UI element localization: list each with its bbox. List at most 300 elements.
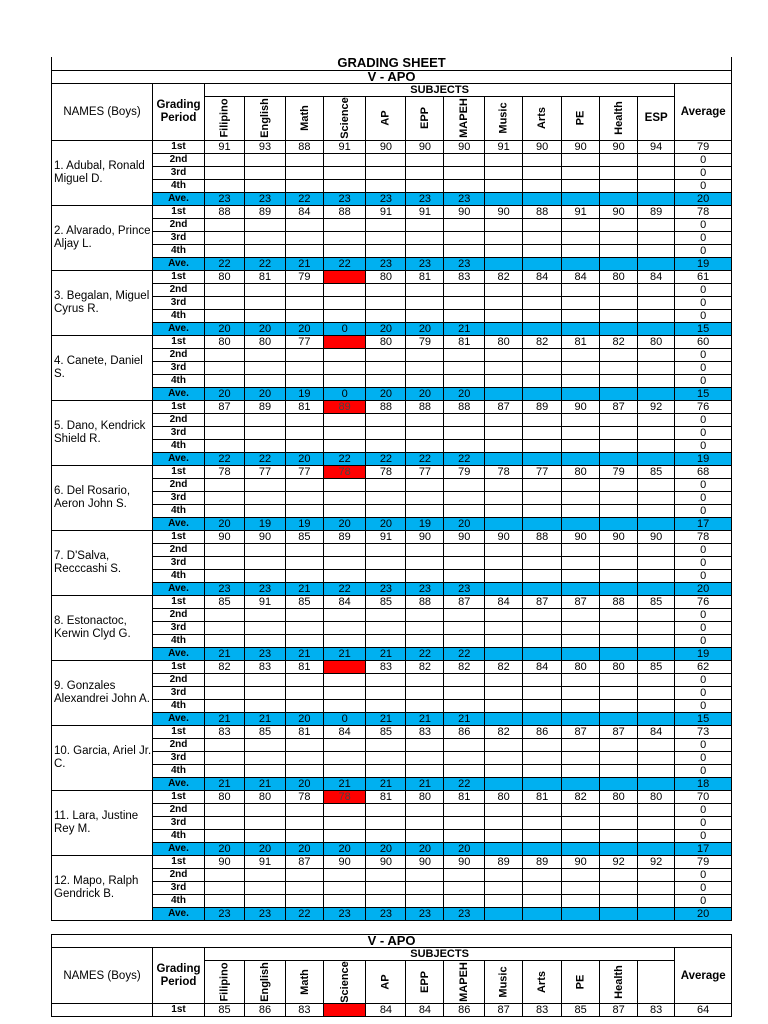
grade-cell: 78 xyxy=(323,790,366,803)
grade-cell xyxy=(485,179,523,192)
grade-cell: 80 xyxy=(205,790,245,803)
grade-cell: 86 xyxy=(444,1004,485,1017)
grading-period-label: Ave. xyxy=(153,452,205,465)
grade-cell xyxy=(485,907,523,920)
subject-header-label: Music xyxy=(497,102,510,134)
grade-cell xyxy=(562,777,600,790)
grade-cell xyxy=(245,556,286,569)
period-row xyxy=(52,881,732,894)
grade-cell xyxy=(485,192,523,205)
grade-cell xyxy=(285,894,323,907)
grade-cell: 84 xyxy=(366,1004,406,1017)
grade-cell: 84 xyxy=(285,205,323,218)
grade-cell: 80 xyxy=(600,660,638,673)
average-cell: 70 xyxy=(675,790,732,803)
period-row xyxy=(52,478,732,491)
grade-cell xyxy=(485,361,523,374)
grade-cell xyxy=(485,296,523,309)
grade-cell: 89 xyxy=(323,530,366,543)
average-cell: 0 xyxy=(675,556,732,569)
grade-cell xyxy=(323,751,366,764)
grade-cell xyxy=(323,244,366,257)
grade-cell: 89 xyxy=(485,855,523,868)
grade-cell xyxy=(562,634,600,647)
grade-cell: 86 xyxy=(245,1004,286,1017)
names-header: NAMES (Boys) xyxy=(52,83,153,140)
grade-cell: 82 xyxy=(406,660,444,673)
grade-cell xyxy=(444,374,485,387)
grade-cell xyxy=(600,803,638,816)
grade-cell xyxy=(205,296,245,309)
period-row xyxy=(52,179,732,192)
grade-cell xyxy=(638,751,675,764)
grading-period-label: Ave. xyxy=(153,322,205,335)
grade-cell xyxy=(638,231,675,244)
grade-cell: 88 xyxy=(366,400,406,413)
grading-period-label: 1st xyxy=(153,660,205,673)
grade-cell xyxy=(523,153,562,166)
grade-cell xyxy=(366,361,406,374)
grade-cell: 23 xyxy=(205,907,245,920)
grading-period-label: 1st xyxy=(153,725,205,738)
grade-cell xyxy=(366,283,406,296)
student-name: 7. D'Salva, Recccashi S. xyxy=(52,530,153,595)
grade-cell xyxy=(638,582,675,595)
grade-cell xyxy=(562,218,600,231)
grade-cell xyxy=(205,166,245,179)
grade-cell xyxy=(285,608,323,621)
grade-cell: 85 xyxy=(638,660,675,673)
average-cell: 0 xyxy=(675,699,732,712)
student-name: 3. Begalan, Miguel Cyrus R. xyxy=(52,270,153,335)
grading-period-label: 3rd xyxy=(153,491,205,504)
period-row xyxy=(52,530,732,543)
grade-cell xyxy=(562,504,600,517)
grade-cell xyxy=(562,881,600,894)
grade-cell: 89 xyxy=(638,205,675,218)
grade-cell xyxy=(245,231,286,244)
grade-cell xyxy=(485,699,523,712)
grade-cell: 90 xyxy=(485,205,523,218)
grade-cell xyxy=(366,413,406,426)
grade-cell xyxy=(285,374,323,387)
grade-cell xyxy=(600,426,638,439)
grade-cell: 77 xyxy=(523,465,562,478)
period-row xyxy=(52,790,732,803)
period-row xyxy=(52,699,732,712)
subject-header xyxy=(366,961,406,1004)
grade-cell xyxy=(600,374,638,387)
grade-cell: 87 xyxy=(485,400,523,413)
grade-cell xyxy=(638,478,675,491)
grade-cell xyxy=(600,439,638,452)
grade-cell xyxy=(366,894,406,907)
period-row xyxy=(52,634,732,647)
grade-cell: 90 xyxy=(638,530,675,543)
period-row xyxy=(52,491,732,504)
grade-cell: 21 xyxy=(444,322,485,335)
grade-cell xyxy=(600,881,638,894)
average-cell: 0 xyxy=(675,166,732,179)
grade-cell: 88 xyxy=(323,205,366,218)
grade-cell xyxy=(523,842,562,855)
grade-cell xyxy=(638,608,675,621)
grade-cell: 20 xyxy=(366,387,406,400)
period-row xyxy=(52,504,732,517)
grade-cell: 23 xyxy=(444,192,485,205)
average-row xyxy=(52,907,732,920)
grade-cell: 22 xyxy=(245,257,286,270)
average-row xyxy=(52,192,732,205)
grade-cell xyxy=(444,751,485,764)
grade-cell xyxy=(285,218,323,231)
grade-cell: 85 xyxy=(638,595,675,608)
grading-period-label: 4th xyxy=(153,374,205,387)
grade-cell xyxy=(406,244,444,257)
grade-cell xyxy=(323,764,366,777)
period-row xyxy=(52,361,732,374)
grade-cell xyxy=(562,491,600,504)
period-row xyxy=(52,296,732,309)
grade-cell xyxy=(523,348,562,361)
grade-cell xyxy=(245,751,286,764)
grade-cell xyxy=(485,452,523,465)
average-cell: 0 xyxy=(675,829,732,842)
grade-cell xyxy=(523,907,562,920)
grade-cell xyxy=(245,153,286,166)
grade-cell xyxy=(485,569,523,582)
grade-cell xyxy=(366,179,406,192)
grade-cell: 21 xyxy=(366,777,406,790)
grade-cell xyxy=(406,179,444,192)
grade-cell xyxy=(523,309,562,322)
grade-cell xyxy=(523,218,562,231)
grade-cell: 81 xyxy=(444,335,485,348)
grade-cell xyxy=(485,842,523,855)
grade-cell xyxy=(444,413,485,426)
grade-cell: 85 xyxy=(366,725,406,738)
grade-cell xyxy=(562,829,600,842)
grade-cell xyxy=(485,426,523,439)
grade-cell xyxy=(600,322,638,335)
subject-header xyxy=(323,96,366,140)
grade-cell xyxy=(366,608,406,621)
grade-cell xyxy=(485,868,523,881)
grade-cell xyxy=(406,543,444,556)
subject-header xyxy=(485,96,523,140)
grade-cell xyxy=(562,569,600,582)
student-name: 11. Lara, Justine Rey M. xyxy=(52,790,153,855)
average-row xyxy=(52,777,732,790)
grade-cell xyxy=(245,166,286,179)
grade-cell: 88 xyxy=(523,205,562,218)
period-row xyxy=(52,270,732,283)
subject-header-label: Filipino xyxy=(218,962,231,1002)
grade-cell xyxy=(523,517,562,530)
grade-cell: 23 xyxy=(366,192,406,205)
grade-cell xyxy=(205,803,245,816)
grade-cell xyxy=(205,894,245,907)
grade-cell: 20 xyxy=(444,517,485,530)
grade-cell xyxy=(600,257,638,270)
grade-cell xyxy=(245,634,286,647)
grade-cell: 89 xyxy=(523,400,562,413)
grade-cell: 22 xyxy=(245,452,286,465)
grade-cell xyxy=(562,543,600,556)
grade-cell: 81 xyxy=(245,270,286,283)
grade-cell xyxy=(444,309,485,322)
grade-cell: 91 xyxy=(485,140,523,153)
grade-cell: 22 xyxy=(285,192,323,205)
grade-cell xyxy=(285,244,323,257)
grade-cell xyxy=(285,803,323,816)
grade-cell xyxy=(406,673,444,686)
sheet-title: GRADING SHEET xyxy=(52,57,732,70)
grade-cell xyxy=(366,868,406,881)
average-row xyxy=(52,712,732,725)
grade-cell xyxy=(562,192,600,205)
grade-cell: 20 xyxy=(323,517,366,530)
grade-cell xyxy=(444,478,485,491)
grade-cell xyxy=(245,374,286,387)
grade-cell: 90 xyxy=(444,140,485,153)
grade-cell xyxy=(245,543,286,556)
grade-cell xyxy=(600,413,638,426)
grade-cell: 79 xyxy=(444,465,485,478)
subject-header xyxy=(638,961,675,1004)
grade-cell xyxy=(638,413,675,426)
grade-cell: 21 xyxy=(323,777,366,790)
grade-cell: 83 xyxy=(444,270,485,283)
grade-cell xyxy=(562,517,600,530)
grade-cell xyxy=(523,829,562,842)
grade-cell xyxy=(366,153,406,166)
grade-cell xyxy=(205,179,245,192)
grade-cell xyxy=(444,738,485,751)
grade-cell: 21 xyxy=(205,712,245,725)
grade-cell: 23 xyxy=(245,647,286,660)
grade-cell xyxy=(323,673,366,686)
grade-cell xyxy=(406,218,444,231)
grade-cell xyxy=(523,283,562,296)
grade-cell: 23 xyxy=(245,192,286,205)
grade-cell: 92 xyxy=(600,855,638,868)
grade-cell xyxy=(323,738,366,751)
period-row xyxy=(52,205,732,218)
grade-cell xyxy=(285,309,323,322)
grade-cell: 78 xyxy=(366,465,406,478)
grade-cell xyxy=(323,491,366,504)
grade-cell: 20 xyxy=(444,387,485,400)
period-row xyxy=(52,140,732,153)
subject-header-label: Math xyxy=(298,969,311,995)
grading-period-label: 2nd xyxy=(153,348,205,361)
grading-period-label: 3rd xyxy=(153,166,205,179)
grade-cell: 90 xyxy=(406,140,444,153)
grade-cell xyxy=(638,907,675,920)
grade-cell xyxy=(406,361,444,374)
grade-cell: 88 xyxy=(406,400,444,413)
grading-period-label: 3rd xyxy=(153,881,205,894)
grading-period-label: Ave. xyxy=(153,387,205,400)
grade-cell: 94 xyxy=(638,140,675,153)
period-row xyxy=(52,738,732,751)
grade-cell xyxy=(285,283,323,296)
grade-cell: 23 xyxy=(406,257,444,270)
grade-cell xyxy=(285,881,323,894)
grade-cell: 21 xyxy=(205,647,245,660)
period-row xyxy=(52,543,732,556)
grade-cell xyxy=(485,608,523,621)
grade-cell xyxy=(444,816,485,829)
average-cell: 73 xyxy=(675,725,732,738)
subject-header-label: EPP xyxy=(418,106,431,130)
average-cell: 15 xyxy=(675,712,732,725)
grade-cell xyxy=(245,699,286,712)
grade-cell: 23 xyxy=(444,257,485,270)
grade-cell xyxy=(323,543,366,556)
grade-cell: 20 xyxy=(366,322,406,335)
grade-cell: 90 xyxy=(600,205,638,218)
grade-cell xyxy=(523,699,562,712)
grade-cell xyxy=(600,868,638,881)
period-row xyxy=(52,803,732,816)
grade-cell: 82 xyxy=(205,660,245,673)
grade-cell: 88 xyxy=(600,595,638,608)
grade-cell xyxy=(245,829,286,842)
period-row xyxy=(52,829,732,842)
average-cell: 0 xyxy=(675,543,732,556)
grade-cell xyxy=(600,543,638,556)
grade-cell: 83 xyxy=(366,660,406,673)
grading-period-label: 4th xyxy=(153,894,205,907)
grade-cell xyxy=(523,803,562,816)
grade-cell xyxy=(600,192,638,205)
grade-cell: 89 xyxy=(523,855,562,868)
grade-cell xyxy=(638,283,675,296)
grade-cell xyxy=(245,296,286,309)
grade-cell xyxy=(562,582,600,595)
grading-period-label: 1st xyxy=(153,335,205,348)
grade-cell xyxy=(444,543,485,556)
grade-cell xyxy=(205,439,245,452)
grade-cell: 84 xyxy=(323,595,366,608)
grade-cell: 87 xyxy=(285,855,323,868)
grade-cell xyxy=(638,166,675,179)
grading-period-label: 1st xyxy=(153,595,205,608)
grade-cell xyxy=(562,764,600,777)
grade-cell xyxy=(638,712,675,725)
grade-cell xyxy=(444,179,485,192)
grade-cell xyxy=(205,868,245,881)
grade-cell: 22 xyxy=(205,452,245,465)
grade-cell xyxy=(323,296,366,309)
grade-cell: 81 xyxy=(523,790,562,803)
grade-cell xyxy=(638,322,675,335)
grade-cell xyxy=(366,426,406,439)
grading-period-label: Ave. xyxy=(153,257,205,270)
grade-cell xyxy=(485,374,523,387)
subject-header xyxy=(562,961,600,1004)
average-cell: 0 xyxy=(675,153,732,166)
grading-period-label: 2nd xyxy=(153,738,205,751)
average-cell: 0 xyxy=(675,374,732,387)
average-row xyxy=(52,257,732,270)
grade-cell xyxy=(638,543,675,556)
grade-cell: 87 xyxy=(562,725,600,738)
grade-cell xyxy=(638,179,675,192)
average-cell: 0 xyxy=(675,426,732,439)
average-cell: 20 xyxy=(675,582,732,595)
grade-cell xyxy=(245,478,286,491)
grade-cell xyxy=(245,738,286,751)
grade-cell xyxy=(285,478,323,491)
grade-cell xyxy=(523,257,562,270)
grade-cell: 20 xyxy=(285,322,323,335)
subject-header xyxy=(600,96,638,140)
grade-cell: 82 xyxy=(523,335,562,348)
grade-cell xyxy=(523,881,562,894)
grade-cell xyxy=(366,699,406,712)
grade-cell xyxy=(245,686,286,699)
grade-cell xyxy=(406,231,444,244)
grade-cell xyxy=(444,166,485,179)
grade-cell: 84 xyxy=(523,660,562,673)
grade-cell xyxy=(562,608,600,621)
grade-cell: 87 xyxy=(444,595,485,608)
grade-cell: 83 xyxy=(285,1004,323,1017)
grade-cell: 80 xyxy=(205,335,245,348)
grade-cell xyxy=(205,686,245,699)
grade-cell xyxy=(485,478,523,491)
grade-cell xyxy=(245,309,286,322)
grade-cell: 90 xyxy=(562,530,600,543)
subject-header-label: MAPEH xyxy=(458,962,471,1002)
grade-cell xyxy=(523,439,562,452)
grade-cell xyxy=(366,738,406,751)
grade-cell xyxy=(523,374,562,387)
grade-cell xyxy=(600,621,638,634)
grading-period-label: 2nd xyxy=(153,283,205,296)
grade-cell: 20 xyxy=(245,842,286,855)
grade-cell: 78 xyxy=(323,465,366,478)
student-name: 8. Estonactoc, Kerwin Clyd G. xyxy=(52,595,153,660)
grade-cell xyxy=(485,712,523,725)
grade-cell xyxy=(205,504,245,517)
grade-cell xyxy=(600,283,638,296)
grade-cell xyxy=(323,803,366,816)
grade-cell xyxy=(205,634,245,647)
grade-cell: 20 xyxy=(245,322,286,335)
grade-cell xyxy=(205,348,245,361)
grade-cell xyxy=(600,764,638,777)
grade-cell xyxy=(444,634,485,647)
grade-cell: 22 xyxy=(323,452,366,465)
grade-cell xyxy=(205,608,245,621)
grade-cell xyxy=(444,608,485,621)
grade-cell xyxy=(562,673,600,686)
grade-cell xyxy=(444,764,485,777)
grade-cell xyxy=(285,543,323,556)
grade-cell xyxy=(638,842,675,855)
grade-cell xyxy=(600,166,638,179)
grade-cell xyxy=(600,582,638,595)
grade-cell xyxy=(523,686,562,699)
grade-cell: 88 xyxy=(285,140,323,153)
grading-period-header: Grading Period xyxy=(153,83,205,140)
grade-cell xyxy=(285,673,323,686)
grade-cell xyxy=(523,894,562,907)
